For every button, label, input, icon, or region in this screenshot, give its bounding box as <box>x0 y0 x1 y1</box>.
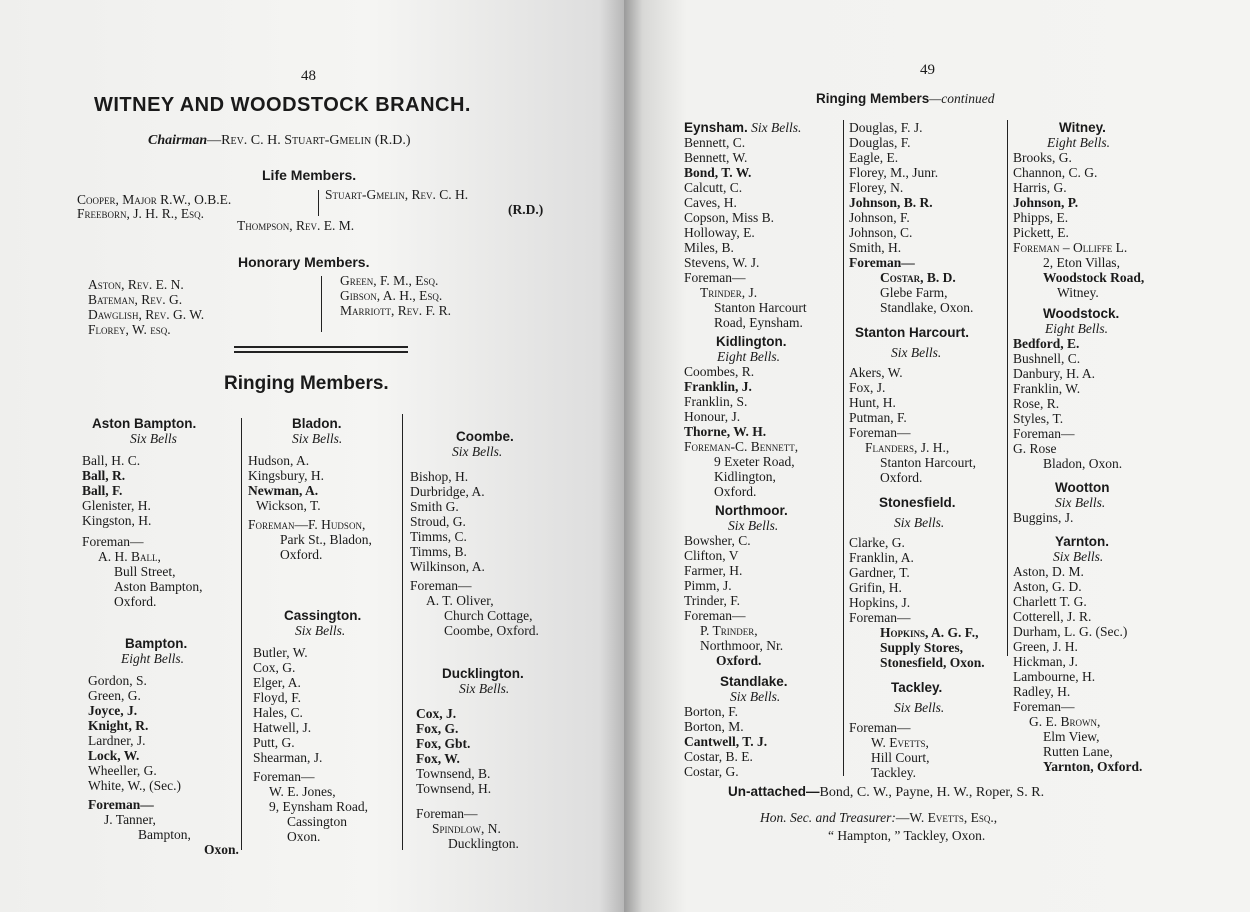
foreman-address: Stanton Harcourt, <box>880 455 976 470</box>
member: Hunt, H. <box>849 395 896 410</box>
foreman-address: Oxford. <box>716 653 762 668</box>
member: Holloway, E. <box>684 225 755 240</box>
tower-title: Tackley. <box>891 680 943 695</box>
member: Hickman, J. <box>1013 654 1078 669</box>
foreman-address: Aston Bampton, <box>114 579 203 594</box>
foreman-address: Rutten Lane, <box>1043 744 1113 759</box>
member: Florey, M., Junr. <box>849 165 939 180</box>
foreman-label: Foreman— <box>849 720 911 735</box>
honorary-member: Aston, Rev. E. N. <box>88 277 184 292</box>
tower-bells: Six Bells. <box>459 681 510 696</box>
page-number: 49 <box>920 62 935 78</box>
tower-title: Coombe. <box>456 429 514 444</box>
ringing-continued-heading <box>816 91 995 106</box>
member: Green, G. <box>88 688 141 703</box>
tower-bells: Six Bells. <box>1055 495 1106 510</box>
foreman-address: 2, Eton Villas, <box>1043 255 1120 270</box>
double-rule-top <box>234 346 408 348</box>
foreman-address: Oxford. <box>280 547 323 562</box>
member: Fox, W. <box>416 751 460 766</box>
foreman-name: Flanders, J. H., <box>865 440 950 455</box>
tower-title: Eynsham. <box>684 120 748 135</box>
foreman-label: Foreman— <box>1013 699 1075 714</box>
member: Bedford, E. <box>1013 336 1080 351</box>
foreman-name: A. H. Ball, <box>98 549 161 564</box>
member: Joyce, J. <box>88 703 138 718</box>
member: Grifin, H. <box>849 580 902 595</box>
honorary-member: Gibson, A. H., Esq. <box>340 288 443 303</box>
foreman-address: Glebe Farm, <box>880 285 948 300</box>
life-member: Thompson, Rev. E. M. <box>237 218 355 233</box>
tower-bells: Six Bells. <box>292 431 343 446</box>
tower-title: Woodstock. <box>1043 306 1120 321</box>
member: Douglas, F. <box>849 135 911 150</box>
foreman-address: Bull Street, <box>114 564 176 579</box>
foreman-name: W. Evetts, <box>871 735 929 750</box>
member: Franklin, W. <box>1013 381 1081 396</box>
member: Franklin, J. <box>684 379 752 394</box>
column-divider <box>843 120 844 776</box>
member: Smith G. <box>410 499 459 514</box>
tower-bells: Six Bells. <box>295 623 346 638</box>
member: Douglas, F. J. <box>849 120 923 135</box>
tower-bells: Six Bells <box>130 431 177 446</box>
foreman-name: Costar, B. D. <box>880 270 956 285</box>
foreman-address: Cassington <box>287 814 348 829</box>
foreman-address: Ducklington. <box>448 836 519 851</box>
foreman-address: Oxon. <box>204 842 239 857</box>
member: Miles, B. <box>684 240 734 255</box>
tower-bells: Eight Bells. <box>121 651 184 666</box>
foreman-address: Elm View, <box>1043 729 1100 744</box>
tower-title: Kidlington. <box>716 334 787 349</box>
member: Johnson, C. <box>849 225 913 240</box>
tower-coombe <box>410 429 570 638</box>
unattached-line <box>728 784 1044 800</box>
foreman-address: Oxford. <box>880 470 923 485</box>
member: Harris, G. <box>1013 180 1067 195</box>
member: Radley, H. <box>1013 684 1071 699</box>
foreman-address: Witney. <box>1057 285 1099 300</box>
member: Eagle, E. <box>849 150 899 165</box>
member: Johnson, F. <box>849 210 910 225</box>
foreman-address: Oxford. <box>114 594 157 609</box>
right-column-2 <box>849 120 1007 780</box>
member: Trinder, F. <box>684 593 741 608</box>
tower-bampton <box>88 636 244 857</box>
member: Lambourne, H. <box>1013 669 1096 684</box>
member: Fox, Gbt. <box>416 736 471 751</box>
tower-bells: Eight Bells. <box>717 349 780 364</box>
member: Bennett, C. <box>684 135 746 150</box>
member: Akers, W. <box>849 365 903 380</box>
tower-bells: Six Bells. <box>728 518 779 533</box>
hon-sec-line <box>760 810 997 825</box>
honorary-right-list <box>340 273 451 318</box>
member: Johnson, P. <box>1013 195 1079 210</box>
life-member: Stuart-Gmelin, Rev. C. H. <box>325 187 469 202</box>
tower-bells: Six Bells. <box>894 515 945 530</box>
foreman-line: Foreman—F. Hudson, <box>248 517 366 532</box>
member: Franklin, A. <box>849 550 914 565</box>
heading-continued: —continued <box>929 91 995 106</box>
member: Clarke, G. <box>849 535 905 550</box>
foreman-address: Bladon, Oxon. <box>1043 456 1123 471</box>
foreman-address: Stanton Harcourt <box>714 300 807 315</box>
member: Aston, G. D. <box>1013 579 1082 594</box>
member: Cox, G. <box>253 660 296 675</box>
foreman-address: Bampton, <box>138 827 191 842</box>
foreman-name: J. Tanner, <box>104 812 156 827</box>
member: Gordon, S. <box>88 673 147 688</box>
tower-title: Aston Bampton. <box>92 416 197 431</box>
tower-title: Northmoor. <box>715 503 788 518</box>
foreman-label: Foreman— <box>684 608 746 623</box>
member: Hudson, A. <box>248 453 310 468</box>
foreman-address: Park St., Bladon, <box>280 532 372 547</box>
tower-bells: Eight Bells. <box>1045 321 1108 336</box>
right-column-3 <box>1013 120 1193 774</box>
member: Lock, W. <box>88 748 140 763</box>
member: Floyd, F. <box>253 690 302 705</box>
member: Wickson, T. <box>256 498 321 513</box>
member: Pimm, J. <box>684 578 732 593</box>
foreman-label: Foreman— <box>849 425 911 440</box>
double-rule-bottom <box>234 351 408 353</box>
honorary-member: Green, F. M., Esq. <box>340 273 439 288</box>
honorary-member: Dawglish, Rev. G. W. <box>88 307 205 322</box>
foreman-address: Yarnton, Oxford. <box>1043 759 1143 774</box>
tower-bells: Eight Bells. <box>1047 135 1110 150</box>
foreman-label: Foreman— <box>82 534 144 549</box>
member: Butler, W. <box>253 645 308 660</box>
foreman-address: Hill Court, <box>871 750 930 765</box>
member: Copson, Miss B. <box>684 210 775 225</box>
member: Channon, C. G. <box>1013 165 1098 180</box>
member: Bowsher, C. <box>684 533 751 548</box>
foreman-address: Road, Eynsham. <box>714 315 803 330</box>
foreman-address: Stonesfield, Oxon. <box>880 655 985 670</box>
member: Durham, L. G. (Sec.) <box>1013 624 1128 639</box>
member: Phipps, E. <box>1013 210 1069 225</box>
member: Putman, F. <box>849 410 907 425</box>
tower-aston-bampton <box>82 416 238 609</box>
member: Bishop, H. <box>410 469 469 484</box>
member: Wilkinson, A. <box>410 559 485 574</box>
member: Johnson, B. R. <box>849 195 933 210</box>
foreman-address: Oxford. <box>714 484 757 499</box>
foreman-label: Foreman— <box>1013 426 1075 441</box>
tower-title: Bladon. <box>292 416 342 431</box>
member: Clifton, V <box>684 548 739 563</box>
hon-sec-label: Hon. Sec. and Treasurer: <box>760 810 896 825</box>
hon-sec-value: —W. Evetts, Esq., <box>895 810 998 825</box>
foreman-address: Kidlington, <box>714 469 776 484</box>
tower-title: Yarnton. <box>1055 534 1110 549</box>
tower-ducklington <box>416 666 566 851</box>
foreman-line: Foreman – Olliffe L. <box>1013 240 1128 255</box>
tower-cassington <box>253 608 403 844</box>
foreman-name: A. T. Oliver, <box>426 593 494 608</box>
tower-eynsham-title-line <box>684 120 842 135</box>
member: Brooks, G. <box>1013 150 1072 165</box>
member: Hales, C. <box>253 705 303 720</box>
foreman-address: 9, Eynsham Road, <box>269 799 368 814</box>
page-49 <box>624 0 1250 912</box>
member: Stevens, W. J. <box>684 255 760 270</box>
page-48 <box>0 0 624 912</box>
tower-title: Wootton <box>1055 480 1110 495</box>
member: White, W., (Sec.) <box>88 778 181 793</box>
foreman-name: G. Rose <box>1013 441 1057 456</box>
member: Townsend, B. <box>416 766 491 781</box>
heading-text: Ringing Members <box>816 91 930 106</box>
life-member: Freeborn, J. H. R., Esq. <box>77 206 205 221</box>
foreman-label: Foreman— <box>410 578 472 593</box>
member: Elger, A. <box>253 675 301 690</box>
foreman-label: Foreman— <box>684 270 746 285</box>
tower-title: Cassington. <box>284 608 362 623</box>
member: Rose, R. <box>1013 396 1060 411</box>
tower-bells: Six Bells. <box>1053 549 1104 564</box>
member: Borton, F. <box>684 704 739 719</box>
member: Fox, G. <box>416 721 459 736</box>
foreman-address: Coombe, Oxford. <box>444 623 539 638</box>
honorary-heading: Honorary Members. <box>238 254 370 270</box>
foreman-name: W. E. Jones, <box>269 784 336 799</box>
member: Florey, N. <box>849 180 904 195</box>
tower-bladon <box>248 416 402 562</box>
hon-sec-address: “ Hampton, ” Tackley, Oxon. <box>828 828 986 843</box>
life-members-heading: Life Members. <box>262 167 357 183</box>
member: Charlett T. G. <box>1013 594 1087 609</box>
member: Borton, M. <box>684 719 744 734</box>
member: Cox, J. <box>416 706 457 721</box>
column-divider <box>1007 120 1008 656</box>
member: Putt, G. <box>253 735 295 750</box>
member: Townsend, H. <box>416 781 492 796</box>
foreman-address: Northmoor, Nr. <box>700 638 784 653</box>
foreman-address: 9 Exeter Road, <box>714 454 795 469</box>
member: Cotterell, J. R. <box>1013 609 1092 624</box>
column-divider <box>318 190 319 216</box>
chairman-value: —Rev. C. H. Stuart-Gmelin (R.D.) <box>207 133 411 148</box>
page-number: 48 <box>301 68 316 84</box>
member: Pickett, E. <box>1013 225 1069 240</box>
foreman-address: Woodstock Road, <box>1043 270 1145 285</box>
member: Knight, R. <box>88 718 149 733</box>
foreman-label: Foreman— <box>253 769 315 784</box>
foreman-address: Supply Stores, <box>880 640 964 655</box>
right-column-1 <box>684 120 842 779</box>
foreman-label: Foreman— <box>849 255 915 270</box>
life-member: Cooper, Major R.W., O.B.E. <box>77 192 232 207</box>
member: Ball, R. <box>82 468 126 483</box>
tower-title: Standlake. <box>720 674 788 689</box>
foreman-address: Oxon. <box>287 829 321 844</box>
member: Bennett, W. <box>684 150 748 165</box>
foreman-name: Spindlow, N. <box>432 821 501 836</box>
life-member-suffix: (R.D.) <box>508 202 544 217</box>
unattached-label: Un-attached— <box>728 784 820 799</box>
foreman-address: Church Cottage, <box>444 608 533 623</box>
member: Franklin, S. <box>684 394 748 409</box>
foreman-name: Trinder, J. <box>700 285 758 300</box>
member: Durbridge, A. <box>410 484 485 499</box>
tower-bells: Six Bells. <box>452 444 503 459</box>
honorary-member: Marriott, Rev. F. R. <box>340 303 452 318</box>
member: Cantwell, T. J. <box>684 734 768 749</box>
member: Calcutt, C. <box>684 180 743 195</box>
column-divider <box>321 276 322 332</box>
tower-bells: Six Bells. <box>894 700 945 715</box>
member: Gardner, T. <box>849 565 910 580</box>
foreman-name: P. Trinder, <box>700 623 758 638</box>
member: Costar, B. E. <box>684 749 753 764</box>
member: Thorne, W. H. <box>684 424 767 439</box>
member: Hatwell, J. <box>253 720 312 735</box>
foreman-address: Standlake, Oxon. <box>880 300 974 315</box>
member: Farmer, H. <box>684 563 743 578</box>
tower-bells: Six Bells. <box>751 120 802 135</box>
honorary-left-list <box>88 277 204 337</box>
chairman-line <box>148 133 410 148</box>
member: Lardner, J. <box>88 733 146 748</box>
tower-title: Witney. <box>1059 120 1106 135</box>
member: Kingston, H. <box>82 513 152 528</box>
member: Caves, H. <box>684 195 737 210</box>
tower-bells: Six Bells. <box>730 689 781 704</box>
member: Styles, T. <box>1013 411 1064 426</box>
member: Newman, A. <box>248 483 319 498</box>
chairman-label: Chairman <box>148 133 208 148</box>
tower-bells: Six Bells. <box>891 345 942 360</box>
member: Honour, J. <box>684 409 741 424</box>
member: Ball, H. C. <box>82 453 141 468</box>
member: Bond, T. W. <box>684 165 752 180</box>
unattached-value: Bond, C. W., Payne, H. W., Roper, S. R. <box>819 785 1045 800</box>
member: Buggins, J. <box>1013 510 1074 525</box>
member: Green, J. H. <box>1013 639 1078 654</box>
tower-title: Bampton. <box>125 636 188 651</box>
branch-title: WITNEY AND WOODSTOCK BRANCH. <box>94 94 471 116</box>
foreman-line: Foreman-C. Bennett, <box>684 439 799 454</box>
foreman-address: Tackley. <box>871 765 917 780</box>
member: Shearman, J. <box>253 750 323 765</box>
foreman-label: Foreman— <box>849 610 911 625</box>
tower-title: Stonesfield. <box>879 495 956 510</box>
ringing-heading: Ringing Members. <box>224 373 389 394</box>
member: Coombes, R. <box>684 364 755 379</box>
member: Stroud, G. <box>410 514 466 529</box>
member: Ball, F. <box>82 483 123 498</box>
member: Aston, D. M. <box>1013 564 1084 579</box>
tower-title: Ducklington. <box>442 666 524 681</box>
member: Wheeller, G. <box>88 763 157 778</box>
member: Hopkins, J. <box>849 595 911 610</box>
member: Timms, B. <box>410 544 467 559</box>
foreman-label: Foreman— <box>416 806 478 821</box>
member: Timms, C. <box>410 529 467 544</box>
member: Fox, J. <box>849 380 886 395</box>
member: Danbury, H. A. <box>1013 366 1095 381</box>
member: Glenister, H. <box>82 498 151 513</box>
honorary-member: Bateman, Rev. G. <box>88 292 183 307</box>
foreman-name: G. E. Brown, <box>1029 714 1101 729</box>
member: Smith, H. <box>849 240 902 255</box>
foreman-label: Foreman— <box>88 797 154 812</box>
member: Kingsbury, H. <box>248 468 324 483</box>
tower-title: Stanton Harcourt. <box>855 325 970 340</box>
member: Costar, G. <box>684 764 739 779</box>
honorary-member: Florey, W. esq. <box>88 322 171 337</box>
member: Bushnell, C. <box>1013 351 1081 366</box>
foreman-name: Hopkins, A. G. F., <box>880 625 979 640</box>
